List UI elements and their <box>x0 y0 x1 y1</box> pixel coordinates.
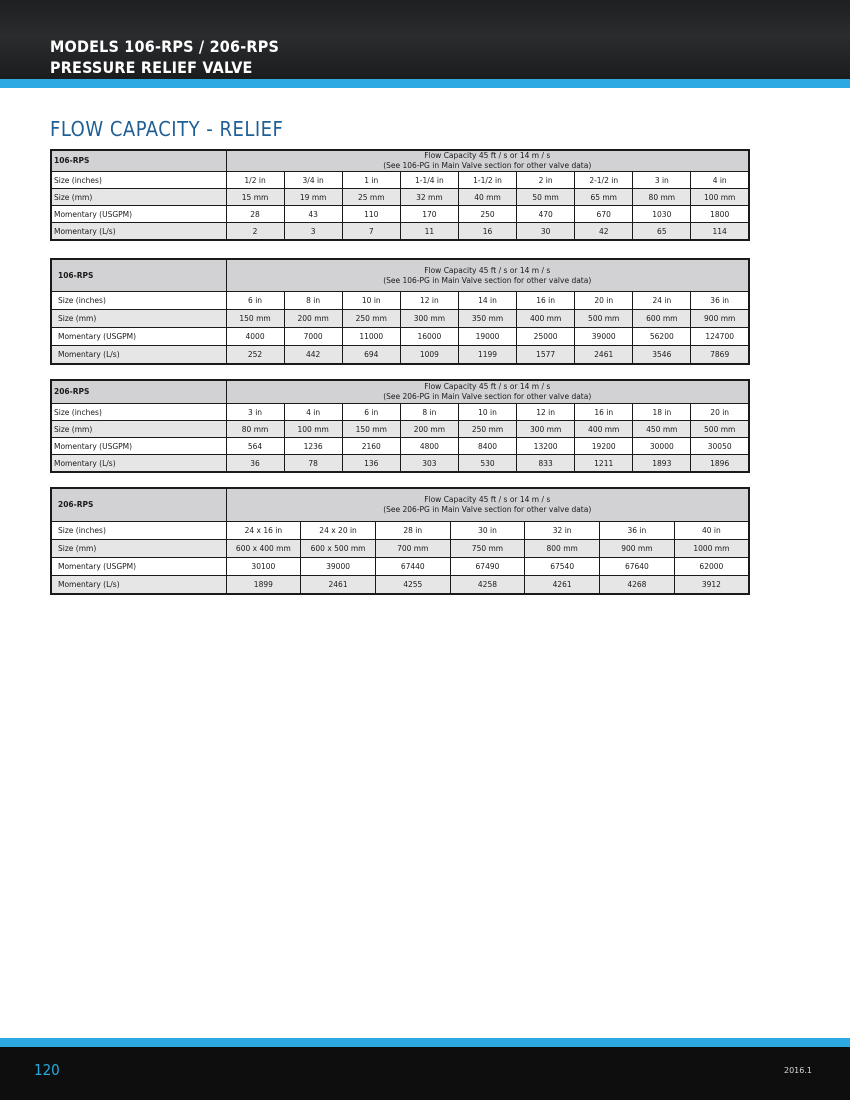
table-cell: 7000 <box>284 328 342 346</box>
table-cell: 67440 <box>375 558 450 576</box>
table-cell: 114 <box>691 223 749 241</box>
table-row <box>51 455 749 473</box>
flow-capacity-reference: (See 206-PG in Main Valve section for other valve data) <box>383 505 592 514</box>
row-label: Size (inches) <box>51 522 226 540</box>
table-cell: 1/2 in <box>226 172 284 189</box>
flow-table-106-rps-small <box>50 149 750 241</box>
table-cell: 19 mm <box>284 189 342 206</box>
table-cell: 4258 <box>450 576 525 595</box>
table-cell: 1 in <box>342 172 400 189</box>
flow-capacity-reference: (See 106-PG in Main Valve section for other valve data) <box>383 161 592 170</box>
table-cell: 1896 <box>691 455 749 473</box>
table-cell: 39000 <box>301 558 376 576</box>
table-cell: 16 <box>458 223 516 241</box>
row-label: Momentary (L/s) <box>51 223 226 241</box>
table-cell: 30 <box>517 223 575 241</box>
table-cell: 16 in <box>517 292 575 310</box>
table-cell: 250 mm <box>342 310 400 328</box>
table-cell: 100 mm <box>284 421 342 438</box>
table-cell: 3 in <box>226 404 284 421</box>
table-row <box>51 438 749 455</box>
table-row <box>51 206 749 223</box>
table-cell: 62000 <box>674 558 749 576</box>
table-cell: 67540 <box>525 558 600 576</box>
table-cell: 32 in <box>525 522 600 540</box>
table-cell: 3 in <box>633 172 691 189</box>
row-label: Size (mm) <box>51 421 226 438</box>
table-row <box>51 404 749 421</box>
table-row <box>51 223 749 241</box>
table-cell: 470 <box>517 206 575 223</box>
table-header-row <box>51 150 749 172</box>
table-cell: 13200 <box>517 438 575 455</box>
table-cell: 30 in <box>450 522 525 540</box>
page-footer <box>0 1047 850 1100</box>
table-cell: 2 in <box>517 172 575 189</box>
table-cell: 4000 <box>226 328 284 346</box>
table-cell: 20 in <box>575 292 633 310</box>
table-cell: 32 mm <box>400 189 458 206</box>
edition-label: 2016.1 <box>784 1066 812 1075</box>
flow-table-106-rps-large <box>50 258 750 365</box>
table-cell: 136 <box>342 455 400 473</box>
table-row <box>51 576 749 595</box>
table-cell: 4261 <box>525 576 600 595</box>
row-label: Momentary (L/s) <box>51 576 226 595</box>
row-label: Size (inches) <box>51 404 226 421</box>
table-cell: 36 in <box>691 292 749 310</box>
table-cell: 1236 <box>284 438 342 455</box>
table-cell: 10 in <box>458 404 516 421</box>
table-cell: 530 <box>458 455 516 473</box>
table-cell: 600 x 500 mm <box>301 540 376 558</box>
footer-accent-stripe <box>0 1038 850 1047</box>
document-title-line-2: PRESSURE RELIEF VALVE <box>50 58 253 77</box>
flow-capacity-note <box>226 150 749 172</box>
table-cell: 900 mm <box>600 540 675 558</box>
table-cell: 19200 <box>575 438 633 455</box>
table-cell: 1000 mm <box>674 540 749 558</box>
table-cell: 40 mm <box>458 189 516 206</box>
table-cell: 303 <box>400 455 458 473</box>
table-cell: 43 <box>284 206 342 223</box>
table-row <box>51 522 749 540</box>
table-cell: 250 <box>458 206 516 223</box>
table-cell: 252 <box>226 346 284 365</box>
table-cell: 170 <box>400 206 458 223</box>
document-title-line-1: MODELS 106-RPS / 206-RPS <box>50 37 280 56</box>
table-cell: 1199 <box>458 346 516 365</box>
table-cell: 450 mm <box>633 421 691 438</box>
table-cell: 3546 <box>633 346 691 365</box>
table-cell: 25 mm <box>342 189 400 206</box>
table-cell: 50 mm <box>517 189 575 206</box>
table-cell: 20 in <box>691 404 749 421</box>
flow-capacity-reference: (See 106-PG in Main Valve section for other valve data) <box>383 275 592 285</box>
table-header-row <box>51 380 749 404</box>
table-cell: 65 <box>633 223 691 241</box>
table-cell: 2-1/2 in <box>575 172 633 189</box>
table-cell: 300 mm <box>400 310 458 328</box>
table-cell: 6 in <box>226 292 284 310</box>
table-cell: 1800 <box>691 206 749 223</box>
table-cell: 8 in <box>400 404 458 421</box>
flow-capacity-line: Flow Capacity 45 ft / s or 14 m / s <box>424 495 551 504</box>
table-cell: 2461 <box>301 576 376 595</box>
table-cell: 11 <box>400 223 458 241</box>
table-cell: 30000 <box>633 438 691 455</box>
table-cell: 80 mm <box>226 421 284 438</box>
table-cell: 1899 <box>226 576 301 595</box>
table-cell: 67640 <box>600 558 675 576</box>
table-cell: 564 <box>226 438 284 455</box>
table-cell: 200 mm <box>284 310 342 328</box>
table-cell: 8400 <box>458 438 516 455</box>
section-title: FLOW CAPACITY - RELIEF <box>50 117 284 141</box>
table-cell: 36 <box>226 455 284 473</box>
table-cell: 500 mm <box>691 421 749 438</box>
flow-capacity-line: Flow Capacity 45 ft / s or 14 m / s <box>424 382 551 391</box>
table-cell: 1-1/2 in <box>458 172 516 189</box>
row-label: Momentary (L/s) <box>51 346 226 365</box>
table-header-row <box>51 488 749 522</box>
table-row <box>51 540 749 558</box>
table-cell: 250 mm <box>458 421 516 438</box>
table-cell: 150 mm <box>226 310 284 328</box>
table-cell: 124700 <box>691 328 749 346</box>
table-cell: 750 mm <box>450 540 525 558</box>
row-label: Momentary (USGPM) <box>51 438 226 455</box>
table-cell: 200 mm <box>400 421 458 438</box>
table-cell: 39000 <box>575 328 633 346</box>
table-row <box>51 328 749 346</box>
table-cell: 694 <box>342 346 400 365</box>
table-row <box>51 310 749 328</box>
model-label: 106-RPS <box>51 259 226 292</box>
table-cell: 78 <box>284 455 342 473</box>
table-cell: 350 mm <box>458 310 516 328</box>
row-label: Size (mm) <box>51 310 226 328</box>
table-cell: 600 mm <box>633 310 691 328</box>
row-label: Momentary (USGPM) <box>51 206 226 223</box>
document-title <box>50 36 279 78</box>
table-cell: 16000 <box>400 328 458 346</box>
table-cell: 400 mm <box>575 421 633 438</box>
table-row <box>51 189 749 206</box>
table-row <box>51 292 749 310</box>
table-cell: 40 in <box>674 522 749 540</box>
table-cell: 400 mm <box>517 310 575 328</box>
flow-capacity-note <box>226 259 749 292</box>
table-cell: 1577 <box>517 346 575 365</box>
header-accent-stripe <box>0 79 850 88</box>
table-row <box>51 558 749 576</box>
table-cell: 7 <box>342 223 400 241</box>
table-cell: 110 <box>342 206 400 223</box>
row-label: Momentary (USGPM) <box>51 558 226 576</box>
table-cell: 7869 <box>691 346 749 365</box>
table-cell: 4 in <box>284 404 342 421</box>
table-cell: 19000 <box>458 328 516 346</box>
table-cell: 11000 <box>342 328 400 346</box>
table-cell: 1030 <box>633 206 691 223</box>
table-cell: 100 mm <box>691 189 749 206</box>
table-cell: 2461 <box>575 346 633 365</box>
table-cell: 3/4 in <box>284 172 342 189</box>
table-cell: 24 x 20 in <box>301 522 376 540</box>
row-label: Size (mm) <box>51 189 226 206</box>
table-row <box>51 421 749 438</box>
table-cell: 4 in <box>691 172 749 189</box>
flow-capacity-line: Flow Capacity 45 ft / s or 14 m / s <box>424 265 551 275</box>
table-cell: 150 mm <box>342 421 400 438</box>
table-row <box>51 172 749 189</box>
flow-capacity-reference: (See 206-PG in Main Valve section for other valve data) <box>383 392 592 401</box>
table-cell: 8 in <box>284 292 342 310</box>
table-cell: 56200 <box>633 328 691 346</box>
table-cell: 80 mm <box>633 189 691 206</box>
table-cell: 15 mm <box>226 189 284 206</box>
model-label: 106-RPS <box>51 150 226 172</box>
table-cell: 6 in <box>342 404 400 421</box>
table-header-row <box>51 259 749 292</box>
table-cell: 16 in <box>575 404 633 421</box>
table-cell: 1-1/4 in <box>400 172 458 189</box>
table-cell: 833 <box>517 455 575 473</box>
flow-capacity-note <box>226 488 749 522</box>
table-cell: 500 mm <box>575 310 633 328</box>
table-cell: 30050 <box>691 438 749 455</box>
row-label: Size (inches) <box>51 172 226 189</box>
model-label: 206-RPS <box>51 488 226 522</box>
table-cell: 24 x 16 in <box>226 522 301 540</box>
table-cell: 18 in <box>633 404 691 421</box>
table-cell: 300 mm <box>517 421 575 438</box>
table-cell: 670 <box>575 206 633 223</box>
table-cell: 2 <box>226 223 284 241</box>
table-cell: 30100 <box>226 558 301 576</box>
flow-table-206-rps-small <box>50 379 750 473</box>
row-label: Size (mm) <box>51 540 226 558</box>
row-label: Momentary (USGPM) <box>51 328 226 346</box>
row-label: Size (inches) <box>51 292 226 310</box>
table-cell: 28 <box>226 206 284 223</box>
table-cell: 42 <box>575 223 633 241</box>
table-cell: 65 mm <box>575 189 633 206</box>
table-cell: 25000 <box>517 328 575 346</box>
table-cell: 1009 <box>400 346 458 365</box>
table-cell: 14 in <box>458 292 516 310</box>
table-cell: 800 mm <box>525 540 600 558</box>
flow-capacity-note <box>226 380 749 404</box>
flow-capacity-line: Flow Capacity 45 ft / s or 14 m / s <box>424 151 551 160</box>
table-cell: 36 in <box>600 522 675 540</box>
page-number: 120 <box>34 1061 60 1079</box>
table-cell: 12 in <box>517 404 575 421</box>
table-cell: 600 x 400 mm <box>226 540 301 558</box>
table-cell: 442 <box>284 346 342 365</box>
table-cell: 10 in <box>342 292 400 310</box>
table-cell: 2160 <box>342 438 400 455</box>
table-cell: 12 in <box>400 292 458 310</box>
table-cell: 3912 <box>674 576 749 595</box>
table-cell: 24 in <box>633 292 691 310</box>
table-cell: 3 <box>284 223 342 241</box>
table-cell: 900 mm <box>691 310 749 328</box>
table-cell: 1211 <box>575 455 633 473</box>
table-cell: 28 in <box>375 522 450 540</box>
table-cell: 4268 <box>600 576 675 595</box>
table-cell: 4255 <box>375 576 450 595</box>
table-cell: 700 mm <box>375 540 450 558</box>
table-cell: 4800 <box>400 438 458 455</box>
table-cell: 67490 <box>450 558 525 576</box>
table-cell: 1893 <box>633 455 691 473</box>
model-label: 206-RPS <box>51 380 226 404</box>
table-row <box>51 346 749 365</box>
row-label: Momentary (L/s) <box>51 455 226 473</box>
flow-table-206-rps-large <box>50 487 750 595</box>
